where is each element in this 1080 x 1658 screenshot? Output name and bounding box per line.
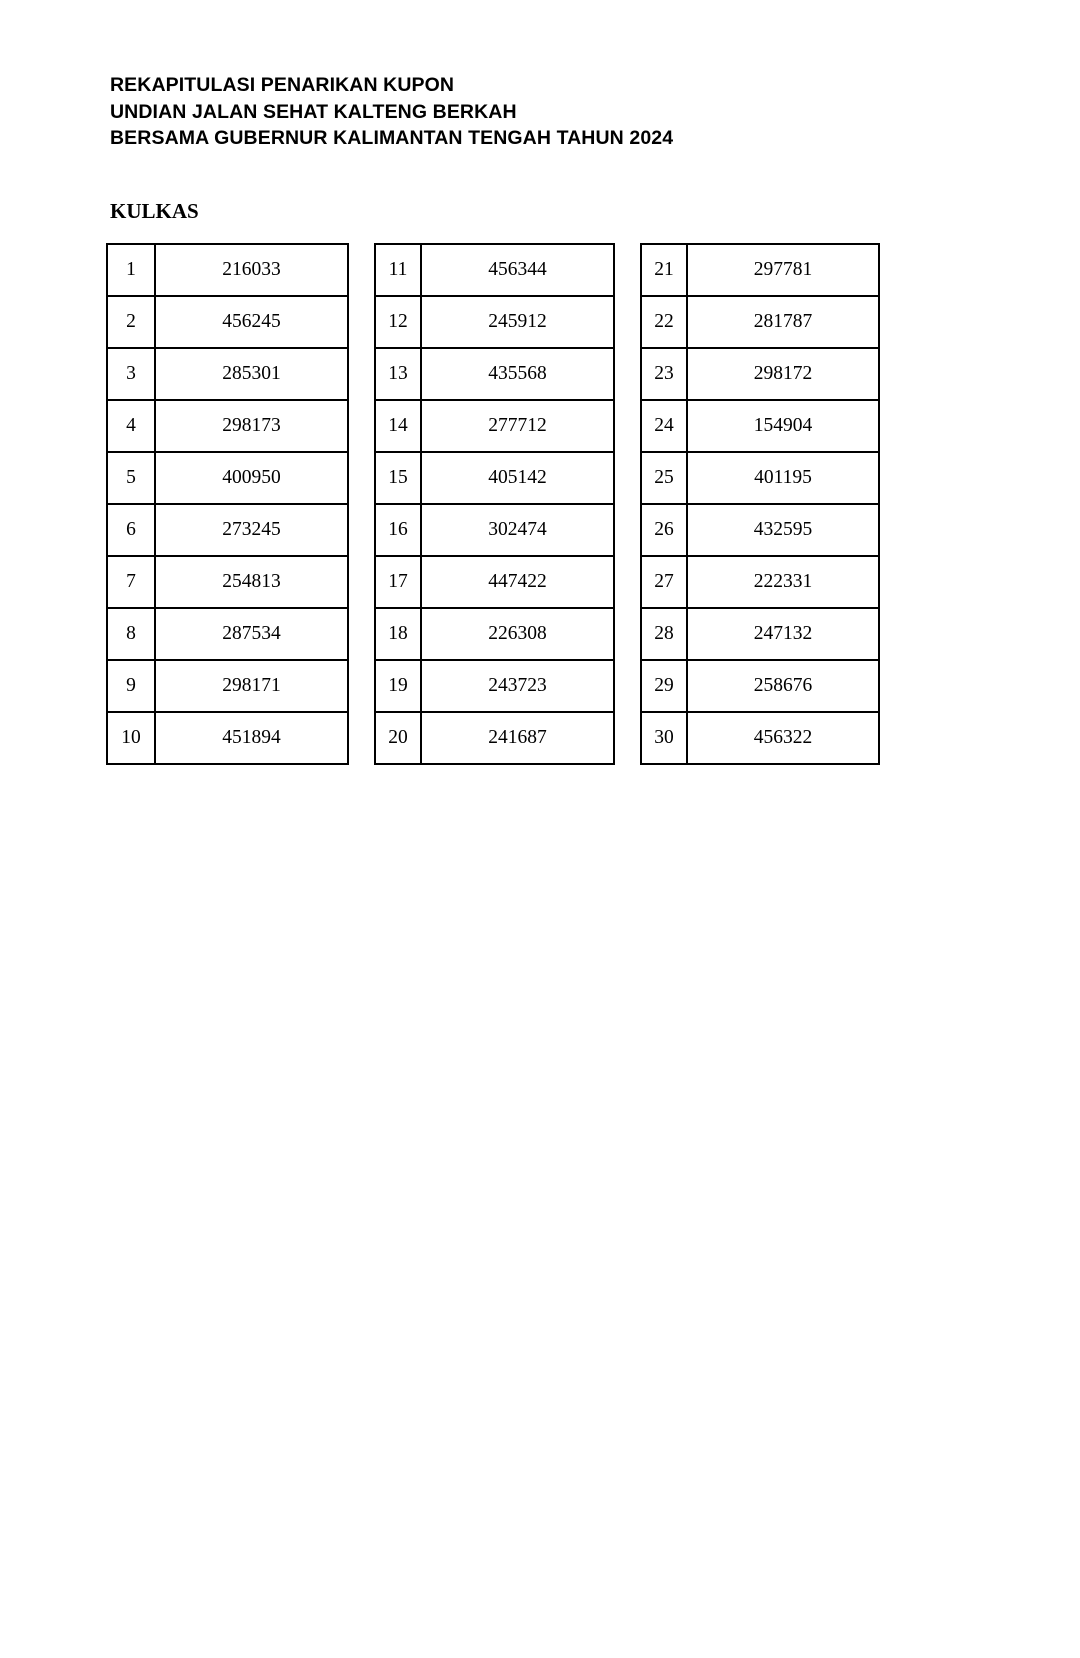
table-row [107,244,348,296]
row-number-cell: 16 [375,504,421,556]
title-line-1: REKAPITULASI PENARIKAN KUPON [110,74,455,96]
coupon-number-cell: 222331 [687,556,879,608]
row-number-cell: 14 [375,400,421,452]
row-number-cell: 4 [107,400,155,452]
title-line-3: BERSAMA GUBERNUR KALIMANTAN TENGAH TAHUN 2024 [110,127,674,149]
table-row [375,348,614,400]
coupon-table-3 [640,243,880,765]
table-row [375,296,614,348]
coupon-table-2 [374,243,615,765]
row-number-cell: 30 [641,712,687,764]
coupon-number-cell: 447422 [421,556,614,608]
row-number-cell: 6 [107,504,155,556]
coupon-number-cell: 154904 [687,400,879,452]
document-title [110,72,673,152]
coupon-number-cell: 451894 [155,712,348,764]
table-row [107,608,348,660]
coupon-number-cell: 285301 [155,348,348,400]
title-line-2: UNDIAN JALAN SEHAT KALTENG BERKAH [110,100,517,123]
table-row [375,244,614,296]
row-number-cell: 25 [641,452,687,504]
coupon-number-cell: 401195 [687,452,879,504]
coupon-number-cell: 245912 [421,296,614,348]
table-row [107,660,348,712]
coupon-table-1 [106,243,349,765]
row-number-cell: 10 [107,712,155,764]
coupon-number-cell: 432595 [687,504,879,556]
section-label: KULKAS [110,199,199,223]
coupon-number-cell: 400950 [155,452,348,504]
table-row [107,712,348,764]
row-number-cell: 29 [641,660,687,712]
coupon-number-cell: 258676 [687,660,879,712]
table-row [641,660,879,712]
row-number-cell: 3 [107,348,155,400]
row-number-cell: 11 [375,244,421,296]
coupon-number-cell: 405142 [421,452,614,504]
table-row [641,504,879,556]
row-number-cell: 23 [641,348,687,400]
coupon-number-cell: 277712 [421,400,614,452]
coupon-number-cell: 297781 [687,244,879,296]
row-number-cell: 9 [107,660,155,712]
table-row [107,296,348,348]
coupon-number-cell: 273245 [155,504,348,556]
table-row [375,712,614,764]
table-row [375,504,614,556]
table-row [641,452,879,504]
table-row [641,244,879,296]
coupon-number-cell: 456322 [687,712,879,764]
table-row [375,608,614,660]
row-number-cell: 7 [107,556,155,608]
row-number-cell: 12 [375,296,421,348]
coupon-number-cell: 456344 [421,244,614,296]
table-row [641,400,879,452]
table-row [375,660,614,712]
coupon-number-cell: 281787 [687,296,879,348]
table-row [375,400,614,452]
table-row [641,296,879,348]
row-number-cell: 19 [375,660,421,712]
coupon-number-cell: 435568 [421,348,614,400]
table-row [641,712,879,764]
table-row [107,452,348,504]
row-number-cell: 8 [107,608,155,660]
row-number-cell: 17 [375,556,421,608]
row-number-cell: 24 [641,400,687,452]
table-row [107,504,348,556]
table-row [375,556,614,608]
row-number-cell: 13 [375,348,421,400]
row-number-cell: 27 [641,556,687,608]
table-row [375,452,614,504]
coupon-number-cell: 298173 [155,400,348,452]
row-number-cell: 15 [375,452,421,504]
coupon-number-cell: 287534 [155,608,348,660]
coupon-number-cell: 302474 [421,504,614,556]
row-number-cell: 2 [107,296,155,348]
coupon-number-cell: 241687 [421,712,614,764]
coupon-number-cell: 456245 [155,296,348,348]
coupon-number-cell: 226308 [421,608,614,660]
coupon-number-cell: 247132 [687,608,879,660]
coupon-number-cell: 298171 [155,660,348,712]
table-row [107,556,348,608]
table-row [641,556,879,608]
table-row [107,400,348,452]
coupon-number-cell: 254813 [155,556,348,608]
row-number-cell: 1 [107,244,155,296]
row-number-cell: 22 [641,296,687,348]
row-number-cell: 28 [641,608,687,660]
coupon-number-cell: 216033 [155,244,348,296]
table-row [107,348,348,400]
table-row [641,348,879,400]
row-number-cell: 5 [107,452,155,504]
table-row [641,608,879,660]
row-number-cell: 20 [375,712,421,764]
row-number-cell: 18 [375,608,421,660]
row-number-cell: 21 [641,244,687,296]
row-number-cell: 26 [641,504,687,556]
coupon-number-cell: 298172 [687,348,879,400]
coupon-number-cell: 243723 [421,660,614,712]
